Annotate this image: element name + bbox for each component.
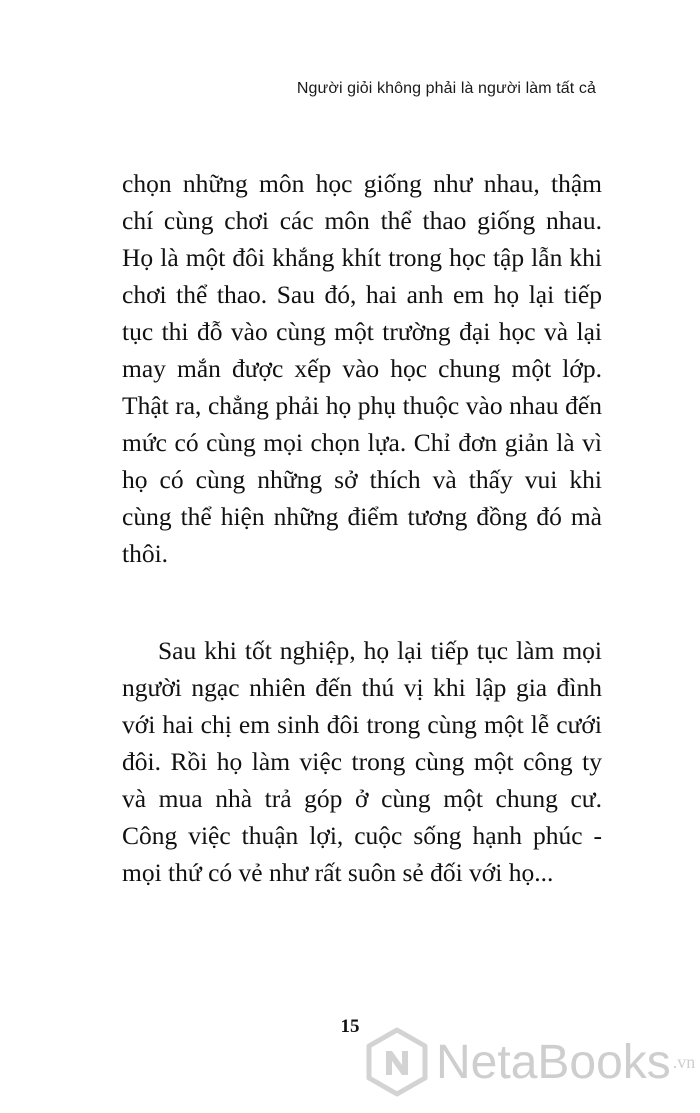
page-number: 15 <box>340 1016 360 1037</box>
watermark <box>362 1022 695 1102</box>
body-paragraph: Sau khi tốt nghiệp, họ lại tiếp tục làm mọi người ngạc nhiên đến thú vị khi lập gia đình với hai chị em sinh đôi trong cùng một lễ cưới đôi. Rồi họ làm việc trong cùng một công ty và mua nhà trả góp ở cùng một chung cư. Công việc thuận lợi, cuộc sống hạnh phúc - mọi thứ có vẻ như rất suôn sẻ đối với họ... <box>122 636 602 887</box>
netabooks-logo-icon <box>362 1027 432 1097</box>
watermark-brand-text: NetaBooks <box>436 1035 671 1089</box>
body-paragraph: chọn những môn học giống như nhau, thậm chí cùng chơi các môn thể thao giống nhau. Họ là một đôi khắng khít trong học tập lẫn khi chơi thể thao. Sau đó, hai anh em họ lại tiếp tục thi đỗ vào cùng một trường đại học và lại may mắn được xếp vào học chung một lớp. Thật ra, chẳng phải họ phụ thuộc vào nhau đến mức có cùng mọi chọn lựa. Chỉ đơn giản là vì họ có cùng những sở thích và thấy vui khi cùng thể hiện những điểm tương đồng đó mà thôi. <box>122 169 602 568</box>
running-header: Người giỏi không phải là người làm tất cả <box>296 80 596 97</box>
watermark-domain-suffix: .vn <box>672 1051 696 1072</box>
